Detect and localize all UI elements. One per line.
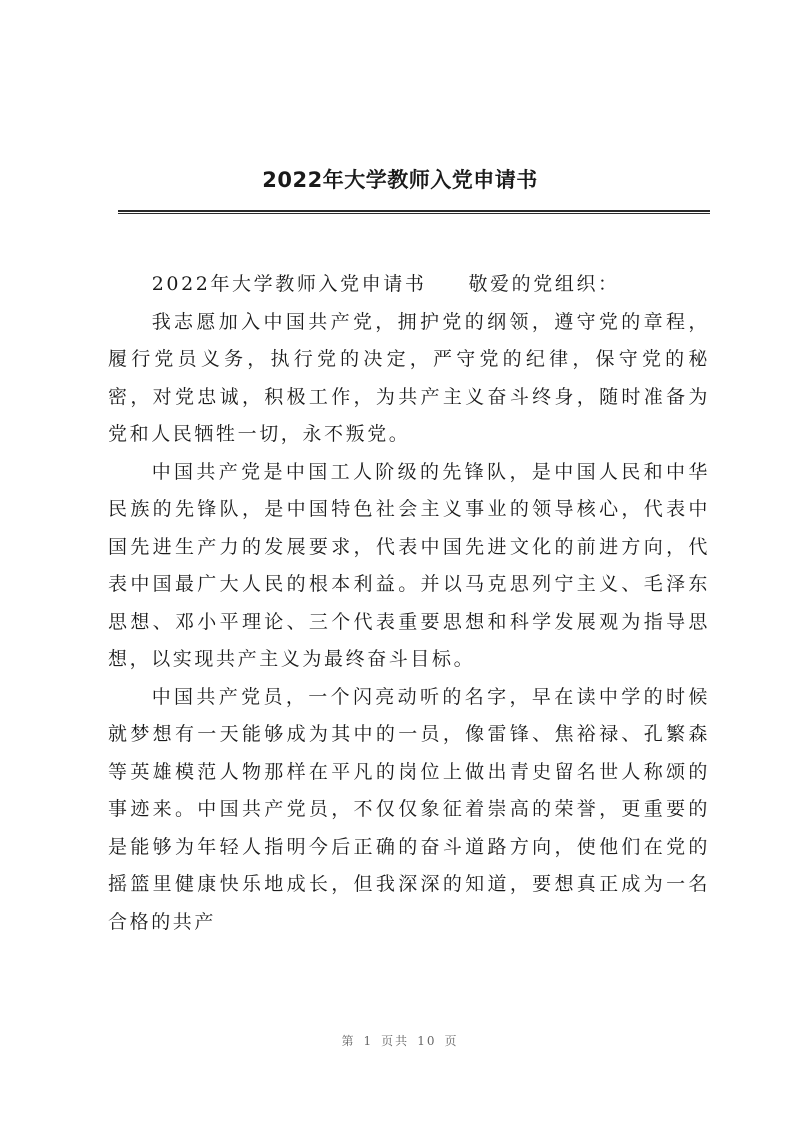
footer-prefix: 第 <box>341 1034 356 1048</box>
title-divider <box>118 210 710 214</box>
footer-suffix: 页 <box>444 1034 459 1048</box>
document-title: 2022年大学教师入党申请书 <box>262 168 538 192</box>
intro-line <box>108 266 710 304</box>
footer-total-pages: 10 <box>417 1034 437 1048</box>
paragraph: 中国共产党是中国工人阶级的先锋队，是中国人民和中华民族的先锋队，是中国特色社会主义事业的领导核心，代表中国先进生产力的发展要求，代表中国先进文化的前进方向，代表中国最广大人民的根本利益。并以马克思列宁主义、毛泽东思想、邓小平理论、三个代表重要思想和科学发展观为指导思想，以实现共产主义为最终奋斗目标。 <box>108 460 710 670</box>
paragraph: 中国共产党员，一个闪亮动听的名字，早在读中学的时候就梦想有一天能够成为其中的一员，像雷锋、焦裕禄、孔繁森等英雄模范人物那样在平凡的岗位上做出青史留名世人称颂的事迹来。中国共产党员，不仅仅象征着崇高的荣誉，更重要的是能够为年轻人指明今后正确的奋斗道路方向，使他们在党的摇篮里健康快乐地成长，但我深深的知道，要想真正成为一名合格的共产 <box>108 685 710 933</box>
document-body <box>108 266 710 941</box>
footer-current-page: 1 <box>363 1034 374 1048</box>
page-footer <box>0 1032 800 1049</box>
footer-middle: 页共 <box>381 1034 410 1048</box>
intro-heading: 2022年大学教师入党申请书 <box>151 273 427 295</box>
salutation: 敬爱的党组织： <box>468 273 620 295</box>
paragraph: 我志愿加入中国共产党，拥护党的纲领，遵守党的章程，履行党员义务，执行党的决定，严守党的纪律，保守党的秘密，对党忠诚，积极工作，为共产主义奋斗终身，随时准备为党和人民牺牲一切，永不叛党。 <box>108 310 710 445</box>
